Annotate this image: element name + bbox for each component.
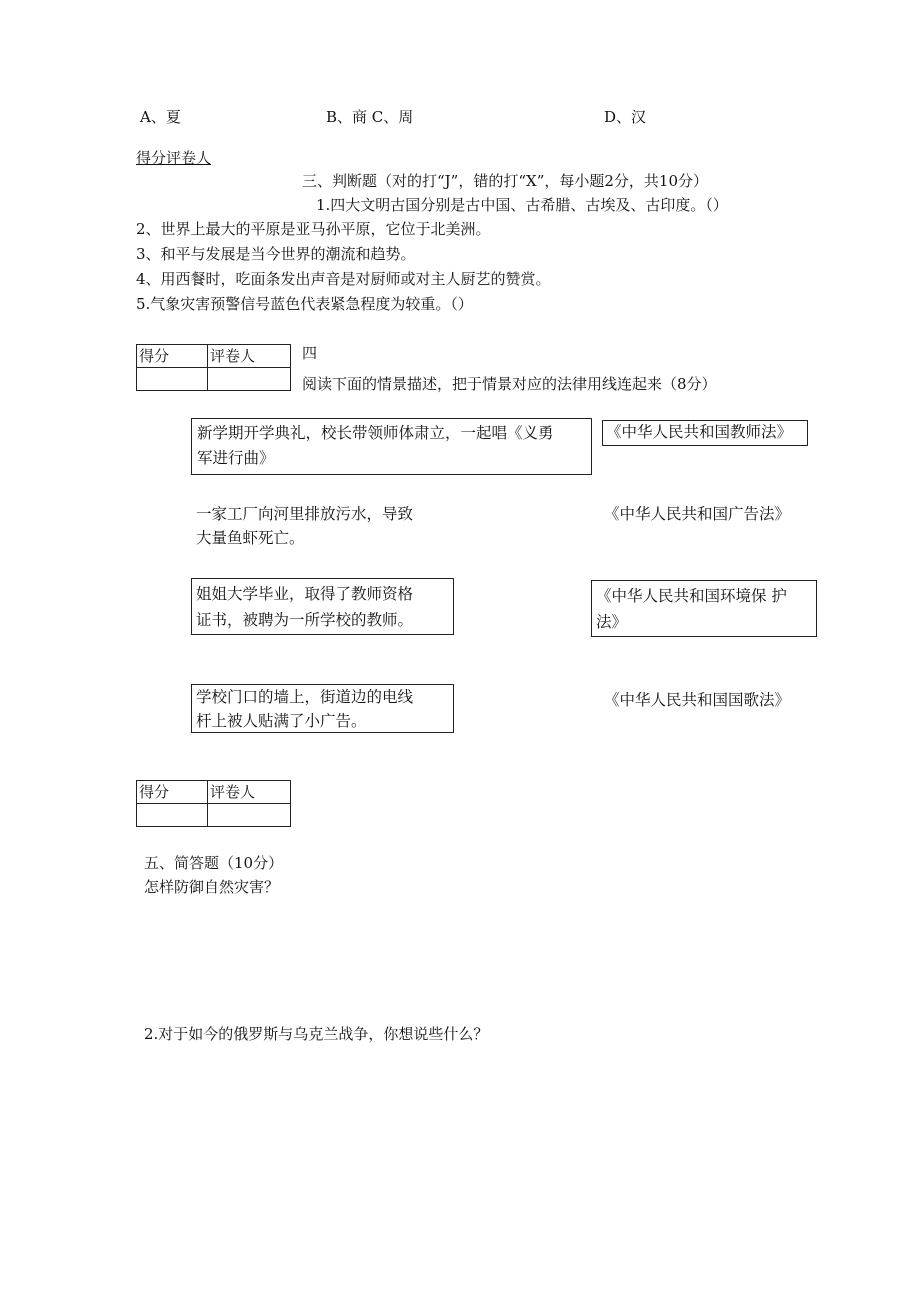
law-3-line2: 法》 bbox=[596, 613, 628, 631]
score-header: 得分 bbox=[137, 345, 208, 368]
score-cell[interactable] bbox=[137, 804, 208, 827]
reviewer-cell[interactable] bbox=[208, 804, 291, 827]
section5-score-table bbox=[136, 780, 291, 827]
scenario-3-line2: 证书，被聘为一所学校的教师。 bbox=[196, 611, 414, 629]
score-header: 得分 bbox=[137, 781, 208, 804]
section3-title: 三、判断题（对的打“J”，错的打“X”，每小题2分，共10分） bbox=[302, 172, 708, 190]
law-3-line1: 《中华人民共和国环境保 护 bbox=[596, 587, 787, 605]
reviewer-header: 评卷人 bbox=[208, 345, 291, 368]
option-b-c: B、商 C、周 bbox=[326, 108, 414, 126]
section4-score-table bbox=[136, 344, 291, 391]
section3-score-label: 得分评卷人 bbox=[136, 149, 212, 167]
score-cell[interactable] bbox=[137, 368, 208, 391]
scenario-4-line1: 学校门口的墙上，街道边的电线 bbox=[196, 688, 414, 706]
scenario-4-line2: 杆上被人贴满了小广告。 bbox=[196, 712, 367, 730]
judge-item-2: 2、世界上最大的平原是亚马孙平原，它位于北美洲。 bbox=[136, 220, 491, 238]
judge-item-3: 3、和平与发展是当今世界的潮流和趋势。 bbox=[136, 245, 416, 263]
law-2-line1: 《中华人民共和国广告法》 bbox=[604, 505, 791, 523]
section4-number: 四 bbox=[302, 344, 318, 362]
judge-item-1: 1.四大文明古国分别是古中国、古希腊、古埃及、古印度。（） bbox=[316, 196, 728, 214]
section5-title: 五、简答题（10分） bbox=[144, 854, 284, 872]
law-1-line1: 《中华人民共和国教师法》 bbox=[606, 423, 793, 441]
judge-item-4: 4、用西餐时，吃面条发出声音是对厨师或对主人厨艺的赞赏。 bbox=[136, 270, 551, 288]
judge-item-5: 5.气象灾害预警信号蓝色代表紧急程度为较重。（） bbox=[136, 295, 473, 313]
scenario-3-line1: 姐姐大学毕业，取得了教师资格 bbox=[196, 585, 414, 603]
option-a: A、夏 bbox=[140, 108, 181, 126]
section4-instruction: 阅读下面的情景描述，把于情景对应的法律用线连起来（8分） bbox=[302, 375, 717, 393]
short-answer-q2: 2.对于如今的俄罗斯与乌克兰战争，你想说些什么？ bbox=[144, 1025, 489, 1043]
option-d: D、汉 bbox=[604, 108, 647, 126]
scenario-1-line1: 新学期开学典礼，校长带领师体肃立，一起唱《义勇 bbox=[197, 424, 554, 442]
scenario-2-line1: 一家工厂向河里排放污水，导致 bbox=[196, 505, 414, 523]
short-answer-q1: 怎样防御自然灾害？ bbox=[144, 878, 280, 896]
scenario-2-line2: 大量鱼虾死亡。 bbox=[196, 529, 305, 547]
law-4-line1: 《中华人民共和国国歌法》 bbox=[604, 691, 791, 709]
reviewer-header: 评卷人 bbox=[208, 781, 291, 804]
scenario-1-line2: 军进行曲》 bbox=[197, 449, 275, 467]
reviewer-cell[interactable] bbox=[208, 368, 291, 391]
